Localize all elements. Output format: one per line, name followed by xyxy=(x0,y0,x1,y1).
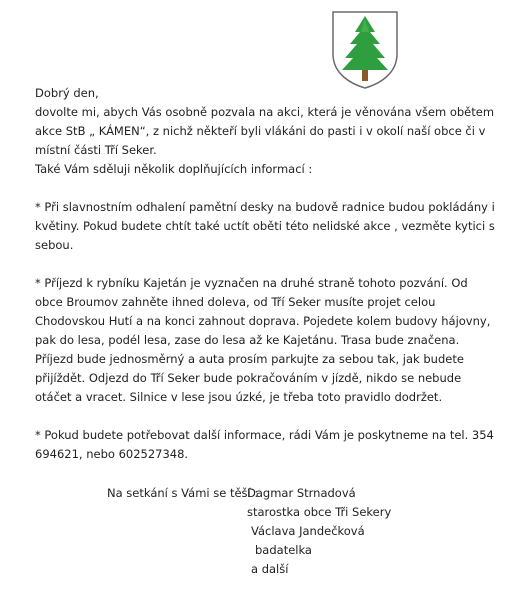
signature-label: Na setkání s Vámi se těší : xyxy=(107,486,259,500)
municipal-crest-logo xyxy=(331,10,399,90)
info-bullet-flowers: * Při slavnostním odhalení pamětní desky na budově radnice budou pokládány i květiny. Pokud budete chtít také uctít oběti této nelidské akce , vezměte kytici s sebou. xyxy=(35,200,495,252)
info-bullet-directions: * Příjezd k rybníku Kajetán je vyznačen na druhé straně tohoto pozvání. Od obce Broumov zahněte ihned doleva, od Tří Seker musíte projet celou Chodovskou Hutí a na konci zahnout doprava. Pojedete kolem budovy hájovny, pak do lesa, podél lesa, zase do lesa až ke Kajetánu. Trasa bude značena. Příjezd bude jednosměrný a auta prosím parkujte za sebou tak, jak budete přijíždět. Odjezd do Tří Seker bude pokračováním v jízdě, nikdo se nebude otáčet a vracet. Silnice v lese jsou úzké, je třeba toto pravidlo dodržet. xyxy=(35,276,491,404)
info-bullet-contact: * Pokud budete potřebovat další informace, rádi Vám je poskytneme na tel. 354 694621, nebo 602527348. xyxy=(35,428,494,461)
letter-body xyxy=(35,84,495,464)
signatories xyxy=(247,484,391,579)
signatory-name: Václava Jandečková xyxy=(251,524,365,538)
signature-block xyxy=(107,484,392,576)
invitation-paragraph: dovolte mi, abych Vás osobně pozvala na akci, která je věnována všem obětem akce StB „ KÁMEN“, z nichž někteří byli vlákáni do pasti i v okolí naší obce či v místní části Tří Seker. xyxy=(35,105,495,157)
signatory-others: a další xyxy=(251,562,289,576)
signatory-name: Dagmar Strnadová xyxy=(247,486,356,500)
signatory-title: starostka obce Tři Sekery xyxy=(247,505,392,519)
additional-info-line: Také Vám sděluji několik doplňujících informací : xyxy=(35,162,313,176)
signatory-title: badatelka xyxy=(255,543,312,557)
greeting: Dobrý den, xyxy=(35,86,99,100)
